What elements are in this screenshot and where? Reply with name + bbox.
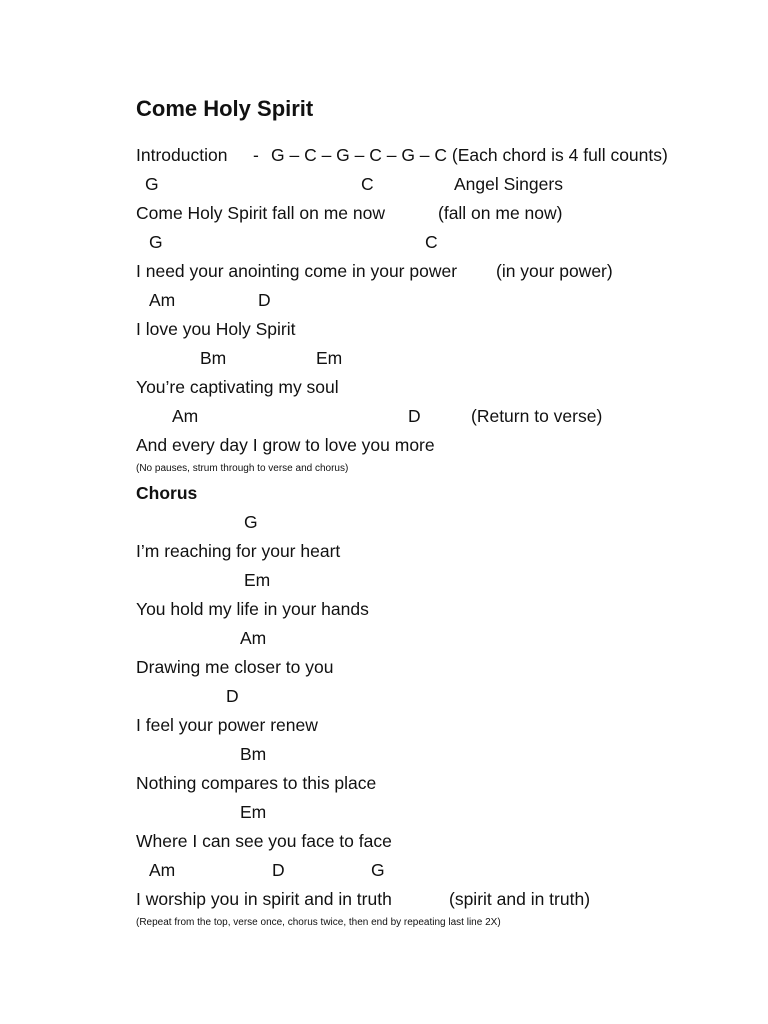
chord: Bm [200, 348, 227, 368]
chord: G [149, 232, 163, 252]
chord: G [371, 860, 385, 880]
chord: Bm [240, 744, 267, 764]
intro-label: Introduction [136, 145, 228, 165]
lyric-line: I worship you in spirit and in truth [136, 889, 392, 909]
lyric-line: I love you Holy Spirit [136, 319, 296, 339]
lyric-line: Nothing compares to this place [136, 773, 377, 793]
lyric-line: I need your anointing come in your power [136, 261, 458, 281]
chord: G [145, 174, 159, 194]
lyric-line: I feel your power renew [136, 715, 318, 735]
strum-note: (No pauses, strum through to verse and chorus) [136, 463, 349, 474]
lyric-line: I’m reaching for your heart [136, 541, 341, 561]
chord: Em [244, 570, 271, 590]
page-title: Come Holy Spirit [136, 96, 314, 121]
echo-line: (spirit and in truth) [449, 889, 591, 909]
chord: D [258, 290, 271, 310]
chord: Am [172, 406, 199, 426]
return-note: (Return to verse) [471, 406, 603, 426]
echo-line: (fall on me now) [438, 203, 563, 223]
intro-chords: G – C – G – C – G – C (Each chord is 4 full counts) [271, 145, 668, 165]
chord: C [425, 232, 438, 252]
lyric-line: Come Holy Spirit fall on me now [136, 203, 385, 223]
chord: C [361, 174, 374, 194]
chord: G [244, 512, 258, 532]
singer-note: Angel Singers [454, 174, 563, 194]
lyric-line: Drawing me closer to you [136, 657, 334, 677]
chord: Em [316, 348, 343, 368]
chord: D [272, 860, 285, 880]
chord: Am [149, 290, 176, 310]
repeat-note: (Repeat from the top, verse once, chorus twice, then end by repeating last line 2X) [136, 917, 501, 928]
chord: D [408, 406, 421, 426]
chord: Am [240, 628, 267, 648]
lyric-line: And every day I grow to love you more [136, 435, 435, 455]
chord: Em [240, 802, 267, 822]
lyric-line: You’re captivating my soul [136, 377, 339, 397]
chord: D [226, 686, 239, 706]
chord: Am [149, 860, 176, 880]
echo-line: (in your power) [496, 261, 613, 281]
lyric-line: You hold my life in your hands [136, 599, 369, 619]
intro-dash: - [253, 145, 259, 165]
chorus-heading: Chorus [136, 483, 198, 503]
lyric-line: Where I can see you face to face [136, 831, 392, 851]
